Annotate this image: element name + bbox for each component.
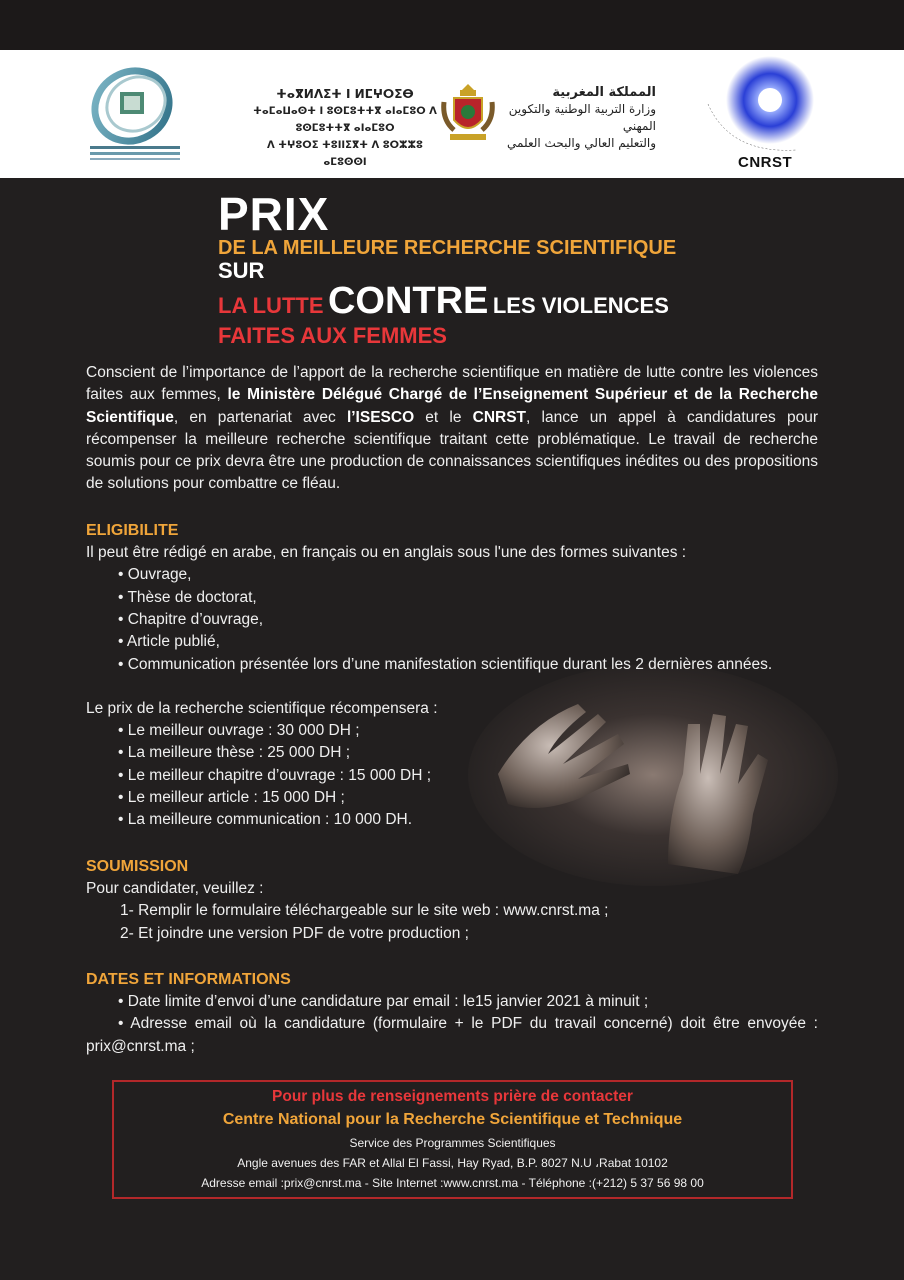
dates-heading: DATES ET INFORMATIONS — [86, 970, 291, 988]
eligibilite-item: • Chapitre d’ouvrage, — [118, 610, 264, 628]
arabic-line-3: والتعليم العالي والبحث العلمي — [507, 136, 656, 150]
tifinagh-line-2: ⵜⴰⵎⴰⵡⴰⵙⵜ ⵏ ⵓⵙⵎⵓⵜⵜⴳ ⴰⵏⴰⵎⵓⵔ ⴷ ⵓⵙⵎⵓⵜⵜⴳ ⴰⵏⴰⵎⵓⵔ — [253, 106, 437, 134]
isesco-logo — [84, 58, 184, 168]
title-subtitle: DE LA MEILLEURE RECHERCHE SCIENTIFIQUE — [218, 237, 677, 259]
logo-header — [0, 50, 904, 178]
soumission-heading: SOUMISSION — [86, 857, 189, 875]
arabic-line-1: المملكة المغربية — [552, 85, 656, 100]
contact-box — [112, 1080, 793, 1199]
prix-lead: Le prix de la recherche scientifique récompensera : — [86, 699, 438, 717]
intro-text-4: , lance un appel à candidatures pour récompenser la meilleure recherche scientifique traitant cette problématique. Le travail de recherche soumis pour ce prix devra être une production de connaissances scientifiques inédites ou des propositions de solutions pour combattre ce fléau. — [86, 408, 818, 493]
poster-body — [86, 362, 818, 1058]
title-contre: CONTRE — [327, 280, 489, 322]
intro-isesco: l’ISESCO — [346, 408, 415, 426]
arabic-line-2: وزارة التربية الوطنية والتكوين المهني — [508, 102, 656, 133]
intro-paragraph — [86, 362, 818, 496]
eligibilite-heading: ELIGIBILITE — [86, 521, 179, 539]
eligibilite-item: • Thèse de doctorat, — [118, 588, 257, 606]
soumission-lead: Pour candidater, veuillez : — [86, 879, 264, 897]
eligibilite-item: • Communication présentée lors d’une manifestation scientifique durant les 2 dernières années. — [118, 655, 773, 673]
intro-ministry: le Ministère Délégué Chargé de l’Enseignement Supérieur et de la Recherche Scientifique — [86, 386, 818, 426]
title-faites-aux-femmes: FAITES AUX FEMMES — [218, 323, 447, 348]
prix-item: • Le meilleur article : 15 000 DH ; — [118, 789, 345, 807]
soumission-step: 2- Et joindre une version PDF de votre production ; — [120, 924, 469, 942]
tifinagh-line-1: ⵜⴰⴳⵍⴷⵉⵜ ⵏ ⵍⵎⵖⵔⵉⴱ — [276, 87, 414, 101]
prix-item: • La meilleure communication : 10 000 DH. — [118, 811, 413, 829]
contact-address: Angle avenues des FAR et Allal El Fassi, Hay Ryad, B.P. 8027 N.U ،Rabat 10102 — [237, 1156, 668, 1170]
prix-item: • Le meilleur chapitre d’ouvrage : 15 000 DH ; — [118, 766, 432, 784]
title-la-lutte: LA LUTTE — [218, 293, 324, 318]
contact-intro: Pour plus de renseignements prière de contacter — [272, 1088, 633, 1105]
intro-text-3: et le — [414, 408, 473, 426]
contact-organization: Centre National pour la Recherche Scientifique et Technique — [222, 1111, 683, 1128]
eligibilite-lead: Il peut être rédigé en arabe, en français ou en anglais sous l'une des formes suivantes : — [86, 544, 687, 562]
prix-item: • La meilleure thèse : 25 000 DH ; — [118, 744, 351, 762]
intro-text-1: Conscient de l’importance de l’apport de la recherche scientifique en matière de lutte contre les violences faites aux femmes, — [86, 364, 818, 404]
eligibilite-item: • Ouvrage, — [118, 566, 192, 584]
dates-item-deadline: • Date limite d’envoi d’une candidature par email : le15 janvier 2021 à minuit ; — [118, 993, 649, 1011]
intro-cnrst: CNRST — [472, 408, 527, 426]
prix-item: • Le meilleur ouvrage : 30 000 DH ; — [118, 722, 360, 740]
dates-item-email: • Adresse email où la candidature (formulaire + le PDF du travail concerné) doit être envoyée : prix@cnrst.ma ; — [86, 1015, 818, 1055]
poster-title — [218, 190, 738, 348]
soumission-step: 1- Remplir le formulaire téléchargeable sur le site web : www.cnrst.ma ; — [120, 902, 609, 920]
title-sur: SUR — [218, 258, 265, 283]
morocco-coat-of-arms-icon — [440, 80, 496, 146]
tifinagh-line-3: ⴷ ⵜⵖⵓⵔⵉ ⵜⵓⵏⵏⵉⴳⵜ ⴷ ⵓⵔⵣⵣⵓ ⴰⵎⵓⵙⵙⵏ — [267, 140, 423, 168]
title-line-lutte — [218, 282, 738, 328]
intro-text-2: , en partenariat avec — [173, 408, 347, 426]
title-prix: PRIX — [218, 188, 330, 240]
eligibilite-item: • Article publié, — [118, 633, 220, 651]
contact-details: Adresse email :prix@cnrst.ma - Site Internet :www.cnrst.ma - Téléphone :(+212) 5 37 56 98 00 — [201, 1176, 704, 1190]
contact-service: Service des Programmes Scientifiques — [349, 1136, 556, 1150]
arabic-ministry-text — [496, 84, 656, 152]
tifinagh-ministry-text — [250, 86, 440, 171]
top-dark-band — [0, 0, 904, 50]
title-les-violences: LES VIOLENCES — [492, 293, 669, 318]
cnrst-logo-text: CNRST — [738, 154, 793, 171]
